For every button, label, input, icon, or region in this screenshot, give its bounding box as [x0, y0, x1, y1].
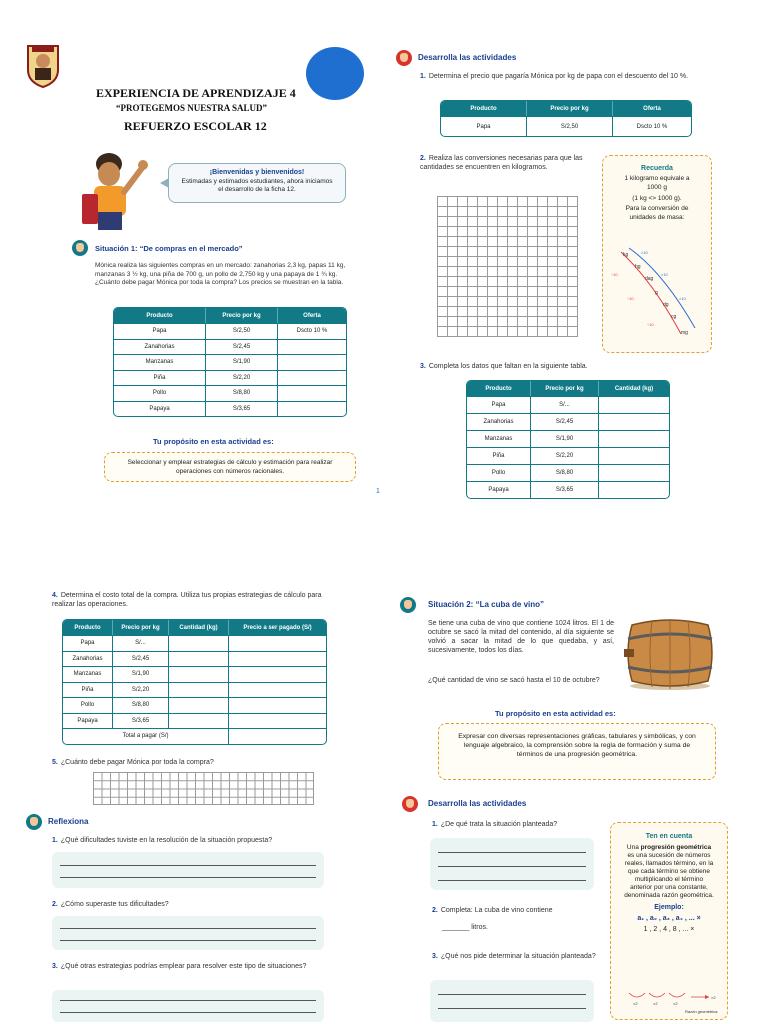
answer-line [60, 940, 316, 941]
times-ten-label: ×10 [679, 296, 686, 301]
table-cell: S/... [113, 635, 169, 651]
activities-icon [396, 50, 412, 66]
question-1 [432, 820, 602, 829]
table-row [63, 651, 326, 667]
situation-1-title: Situación 1: “De compras en el mercado” [95, 244, 243, 253]
answer-line [60, 877, 316, 878]
sequence-values: 1 , 2 , 4 , 8 , ... × [643, 926, 695, 933]
blank-cell[interactable] [229, 682, 326, 698]
table-cell [278, 370, 346, 386]
question-text: ¿De qué trata la situación planteada? [440, 821, 558, 828]
unit-label: mg [681, 330, 688, 336]
total-label: Total a pagar (S/) [63, 728, 229, 744]
table-row [114, 323, 346, 339]
situation-1-text: Mónica realiza las siguientes compras en un mercado: zanahorias 2,3 kg, papas 11 kg, manzanas 3 ½ kg, una piña de 700 g, un pollo de 2,750 kg y una papaya de 1 ¾ kg. ¿Cuánto debe pagar Mónica por toda la compra? Los precios se muestran en la tabla. [95, 262, 346, 286]
activities-icon [402, 796, 418, 812]
blank-cell[interactable] [169, 697, 229, 713]
table-cell: Dscto 10 % [278, 323, 346, 339]
table-header: Cantidad (kg) [169, 620, 229, 635]
ten-text-end: es una sucesión de números reales, llamados término, en la que cada término se obtiene multiplicando el término anterior por una constante, denominada razón geométrica. [624, 852, 714, 899]
question-text: Completa los datos que faltan en la siguiente tabla. [428, 363, 588, 370]
activities-heading: Desarrolla las actividades [418, 53, 517, 62]
answer-line [438, 1008, 586, 1009]
question-number: 3. [52, 963, 58, 970]
times-ten-label: ×10 [641, 250, 648, 255]
situation-icon [400, 597, 416, 613]
prices-table [113, 307, 347, 417]
blank-cell[interactable] [229, 651, 326, 667]
question-4 [52, 591, 344, 609]
table-cell: Piña [63, 682, 113, 698]
table-cell: S/3,65 [531, 481, 599, 498]
table-cell: S/8,80 [206, 385, 278, 401]
table-cell: Piña [114, 370, 206, 386]
welcome-bubble [168, 163, 346, 203]
divide-ten-label: ÷10 [611, 272, 618, 277]
table-cell: S/1,90 [206, 354, 278, 370]
school-logo [26, 44, 60, 88]
answer-box[interactable] [430, 980, 594, 1022]
blank-cell[interactable] [599, 396, 669, 413]
table-cell: S/2,50 [206, 323, 278, 339]
table-cell: S/2,20 [113, 682, 169, 698]
answer-line [438, 994, 586, 995]
recuerda-line-2: (1 kg <> 1000 g). [632, 195, 682, 202]
answer-line [60, 865, 316, 866]
divide-ten-label: ÷10 [627, 296, 634, 301]
question-text: Determina el costo total de la compra. Utiliza tus propias estrategias de cálculo para realizar las operaciones. [52, 592, 322, 608]
total-cost-table [62, 619, 327, 745]
table-row [63, 635, 326, 651]
answer-box[interactable] [430, 838, 594, 890]
question-text: ¿Cómo superaste tus dificultades? [60, 901, 169, 908]
table-cell: S/3,65 [206, 401, 278, 417]
question-2 [432, 906, 602, 915]
ratio-label: Razón geométrica [685, 1009, 718, 1014]
table-cell: S/3,65 [113, 713, 169, 729]
ten-en-cuenta-title: Ten en cuenta [645, 833, 693, 840]
blank-cell[interactable] [599, 430, 669, 447]
table-cell: S/2,20 [531, 447, 599, 464]
question-text: ¿Qué nos pide determinar la situación planteada? [440, 953, 596, 960]
table-cell [278, 385, 346, 401]
question-2-blank: _______ litros. [442, 924, 488, 931]
question-5 [52, 758, 344, 767]
blank-cell[interactable] [169, 651, 229, 667]
divide-ten-label: ÷10 [647, 322, 654, 327]
table-cell: Papaya [63, 713, 113, 729]
table-cell [278, 401, 346, 417]
reflection-question-3 [52, 962, 342, 971]
recuerda-line-3: Para la conversión de unidades de masa: [625, 205, 689, 221]
blank-cell[interactable] [169, 635, 229, 651]
reflection-question-1 [52, 836, 344, 845]
ten-text-bold: progresión geométrica [640, 844, 712, 851]
table-cell: S/2,45 [113, 651, 169, 667]
question-text: Determina el precio que pagaría Mónica por kg de papa con el descuento del 10 %. [428, 73, 689, 80]
table-cell: S/8,80 [531, 464, 599, 481]
blank-cell[interactable] [229, 635, 326, 651]
ten-text-start: Una [626, 844, 639, 851]
question-3 [432, 952, 602, 961]
table-header: Precio por kg [531, 381, 599, 396]
question-text: Realiza las conversiones necesarias para que las cantidades se encuentren en kilogramos. [420, 155, 583, 171]
table-cell: Piña [467, 447, 531, 464]
total-row [63, 728, 326, 744]
question-number: 2. [420, 155, 426, 162]
answer-line [60, 1000, 316, 1001]
bubble-tail [160, 178, 169, 188]
table-cell: Zanahorias [467, 413, 531, 430]
table-cell: Zanahorias [114, 339, 206, 355]
potato-discount-table [440, 100, 692, 137]
situation-icon [72, 240, 88, 256]
table-cell: S/2,20 [206, 370, 278, 386]
blank-cell[interactable] [229, 713, 326, 729]
question-number: 5. [52, 759, 58, 766]
activities-heading: Desarrolla las actividades [428, 799, 527, 808]
table-cell [278, 339, 346, 355]
question-text: ¿Qué dificultades tuviste en la resolución de la situación propuesta? [60, 837, 273, 844]
recuerda-box [602, 155, 712, 353]
unit-label: hg [635, 264, 641, 270]
table-cell: S/1,90 [113, 666, 169, 682]
table-header: Producto [441, 101, 527, 116]
unit-label: dg [663, 302, 669, 308]
situation-2-question: ¿Qué cantidad de vino se sacó hasta el 10 de octubre? [428, 677, 600, 684]
table-cell: Pollo [63, 697, 113, 713]
table-cell: Papaya [467, 481, 531, 498]
table-cell: S/... [531, 396, 599, 413]
blank-cell[interactable] [599, 447, 669, 464]
situation-2-text: Se tiene una cuba de vino que contiene 1024 litros. El 1 de octubre se sacó la mitad del contenido, al día siguiente se volvió a sacar la mitad de lo que quedaba, y así, sucesivamente, todos los días. [428, 620, 614, 654]
table-cell: Dscto 10 % [613, 116, 691, 136]
page-title: EXPERIENCIA DE APRENDIZAJE 4 [96, 86, 296, 100]
question-number: 2. [52, 901, 58, 908]
question-text: Completa: La cuba de vino contiene [440, 907, 553, 914]
answer-box[interactable] [52, 852, 324, 888]
answer-line [438, 866, 586, 867]
table-header: Precio por kg [113, 620, 169, 635]
reflection-question-2 [52, 900, 344, 909]
table-header: Producto [114, 308, 206, 323]
sequence-terms: a₁ , a₂ , a₃ , a₄ , ... × [637, 915, 701, 922]
times-ten-label: ×10 [661, 272, 668, 277]
blank-cell[interactable] [169, 682, 229, 698]
welcome-heading: ¡Bienvenidas y bienvenidos! [209, 169, 305, 176]
table-cell: Pollo [467, 464, 531, 481]
table-row [467, 430, 669, 447]
purpose-box [104, 452, 356, 482]
situation-2-title: Situación 2: “La cuba de vino” [428, 600, 545, 609]
reflexiona-heading: Reflexiona [48, 817, 89, 826]
question-number: 3. [420, 363, 426, 370]
question-number: 1. [52, 837, 58, 844]
blank-cell[interactable] [229, 697, 326, 713]
answer-line [438, 852, 586, 853]
recuerda-title: Recuerda [641, 165, 673, 172]
table-cell: Manzanas [114, 354, 206, 370]
table-row [114, 339, 346, 355]
table-cell: Papaya [114, 401, 206, 417]
question-number: 1. [432, 821, 438, 828]
purpose-heading: Tu propósito en esta actividad es: [495, 709, 616, 718]
table-cell: S/1,90 [531, 430, 599, 447]
table-row [63, 682, 326, 698]
table-header: Precio a ser pagado (S/) [229, 620, 326, 635]
table-row [63, 713, 326, 729]
table-row [467, 413, 669, 430]
multiplier-label: ×2 [711, 995, 716, 1000]
ten-en-cuenta-text [623, 844, 715, 900]
blank-cell[interactable] [599, 413, 669, 430]
question-number: 4. [52, 592, 58, 599]
table-row [114, 354, 346, 370]
table-header: Precio por kg [206, 308, 278, 323]
answer-line [60, 928, 316, 929]
purpose-heading: Tu propósito en esta actividad es: [153, 437, 274, 446]
table-row [114, 370, 346, 386]
table-row [467, 447, 669, 464]
reflexiona-icon [26, 814, 42, 830]
question-text: ¿Qué otras estrategias podrías emplear para resolver este tipo de situaciones? [60, 963, 307, 970]
multiplier-label: ×2 [633, 1001, 638, 1006]
table-cell: Zanahorias [63, 651, 113, 667]
page-subtitle-2: REFUERZO ESCOLAR 12 [124, 119, 267, 133]
table-cell: Manzanas [63, 666, 113, 682]
answer-box[interactable] [52, 990, 324, 1022]
welcome-text: Estimadas y estimados estudiantes, ahora iniciamos el desarrollo de la ficha 12. [181, 178, 333, 193]
question-2 [420, 154, 585, 172]
table-header: Precio por kg [527, 101, 613, 116]
answer-grid [93, 772, 314, 805]
question-number: 3. [432, 953, 438, 960]
table-row [114, 385, 346, 401]
question-number: 1. [420, 73, 426, 80]
blank-cell[interactable] [169, 666, 229, 682]
unit-label: kg [623, 252, 629, 258]
table-cell: Papa [114, 323, 206, 339]
unit-label: g [655, 290, 658, 296]
question-text: ¿Cuánto debe pagar Mónica por toda la compra? [60, 759, 214, 766]
table-cell [278, 354, 346, 370]
blank-cell[interactable] [599, 464, 669, 481]
table-cell: S/8,80 [113, 697, 169, 713]
multiplier-label: ×2 [673, 1001, 678, 1006]
purpose-box [438, 723, 716, 780]
table-header: Producto [467, 381, 531, 396]
question-3 [420, 362, 720, 371]
question-1 [420, 72, 720, 81]
table-header: Oferta [278, 308, 346, 323]
page-subtitle: “PROTEGEMOS NUESTRA SALUD” [116, 103, 268, 113]
table-header: Oferta [613, 101, 691, 116]
blank-cell[interactable] [229, 728, 326, 744]
mass-conversion-diagram [603, 242, 711, 352]
table-cell: S/2,45 [531, 413, 599, 430]
answer-line [60, 1012, 316, 1013]
purpose-text: Expresar con diversas representaciones gráficas, tabulares y simbólicas, y con lenguaje algebraico, la comprensión sobre la regla de formación y suma de términos de una progresión geométrica. [458, 733, 696, 758]
table-cell: S/2,45 [206, 339, 278, 355]
quantity-table [466, 380, 670, 499]
table-row [467, 481, 669, 498]
table-cell: Papa [441, 116, 527, 136]
blue-oval [306, 47, 364, 100]
table-header: Cantidad (kg) [599, 381, 669, 396]
table-cell: Papa [467, 396, 531, 413]
table-cell: S/2,50 [527, 116, 613, 136]
table-row [441, 116, 691, 136]
ten-en-cuenta-box [610, 822, 728, 1020]
answer-grid [437, 196, 578, 337]
multiplier-label: ×2 [653, 1001, 658, 1006]
table-header: Producto [63, 620, 113, 635]
blank-cell[interactable] [169, 713, 229, 729]
answer-line [438, 880, 586, 881]
table-row [63, 697, 326, 713]
purpose-text: Seleccionar y emplear estrategias de cálculo y estimación para realizar operaciones con números racionales. [127, 459, 333, 475]
table-row [63, 666, 326, 682]
question-number: 2. [432, 907, 438, 914]
ratio-arrows [611, 991, 729, 1019]
student-illustration [76, 150, 154, 232]
blank-cell[interactable] [229, 666, 326, 682]
table-cell: Papa [63, 635, 113, 651]
table-cell: Pollo [114, 385, 206, 401]
page-number: 1 [376, 488, 380, 495]
table-cell: Manzanas [467, 430, 531, 447]
recuerda-line-1: 1 kilogramo equivale a 1000 g [624, 175, 690, 191]
table-row [467, 396, 669, 413]
answer-box[interactable] [52, 916, 324, 950]
wine-barrel-illustration [622, 615, 718, 691]
unit-label: cg [671, 314, 677, 320]
blank-cell[interactable] [599, 481, 669, 498]
table-row [467, 464, 669, 481]
ejemplo-label: Ejemplo: [654, 904, 684, 911]
table-row [114, 401, 346, 417]
unit-label: dag [645, 276, 654, 282]
